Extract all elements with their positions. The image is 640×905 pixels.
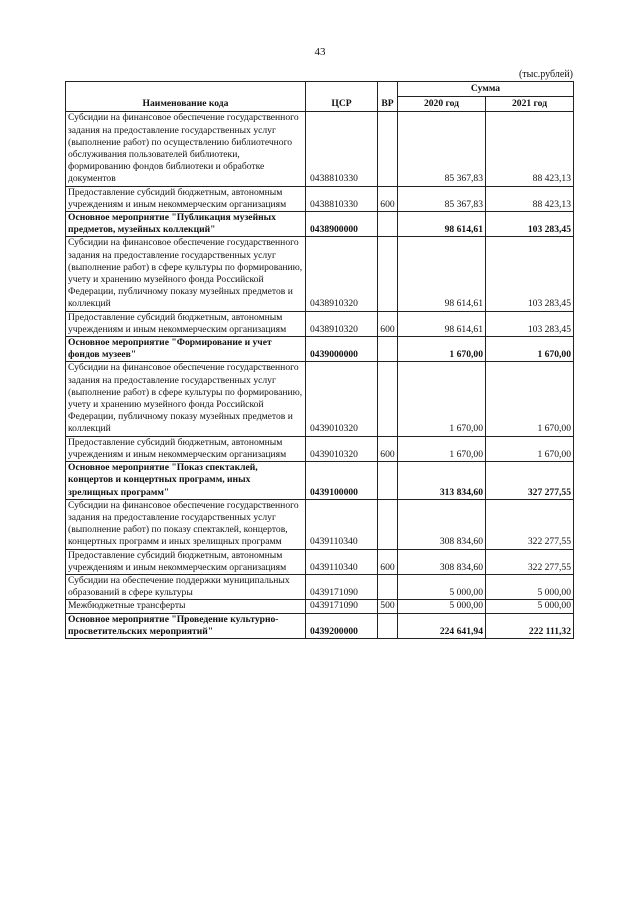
row-vr: 600 bbox=[378, 311, 398, 336]
row-name: Основное мероприятие "Формирование и учет фондов музеев" bbox=[66, 337, 306, 362]
table-row bbox=[66, 311, 574, 336]
row-name: Основное мероприятие "Публикация музейных предметов, музейных коллекций" bbox=[66, 212, 306, 237]
row-name: Межбюджетные трансферты bbox=[66, 600, 306, 613]
table-row bbox=[66, 436, 574, 461]
row-vr bbox=[378, 212, 398, 237]
row-name: Субсидии на финансовое обеспечение государственного задания на предоставление государственных услуг (выполнение работ) по осуществлению библиотечного обслуживания пользователей библиотеки, формированию фондов библиотеки и обработке документов bbox=[66, 112, 306, 186]
row-vr: 500 bbox=[378, 600, 398, 613]
row-vr bbox=[378, 237, 398, 311]
row-2021: 103 283,45 bbox=[486, 237, 574, 311]
units-label: (тыс.рублей) bbox=[518, 69, 573, 80]
table-row bbox=[66, 112, 574, 186]
table-row bbox=[66, 499, 574, 549]
row-vr bbox=[378, 337, 398, 362]
row-name: Субсидии на финансовое обеспечение государственного задания на предоставление государственных услуг (выполнение работ) по показу спектаклей, концертов, концертных программ и иных зрелищных программ bbox=[66, 499, 306, 549]
row-csr: 0439110340 bbox=[306, 549, 378, 574]
table-row bbox=[66, 362, 574, 436]
row-vr: 600 bbox=[378, 436, 398, 461]
row-2020: 5 000,00 bbox=[398, 574, 486, 599]
row-name: Предоставление субсидий бюджетным, автономным учреждениям и иным некоммерческим организациям bbox=[66, 549, 306, 574]
row-2020: 1 670,00 bbox=[398, 362, 486, 436]
table-row bbox=[66, 600, 574, 613]
row-2021: 322 277,55 bbox=[486, 499, 574, 549]
table-row bbox=[66, 212, 574, 237]
row-2021: 322 277,55 bbox=[486, 549, 574, 574]
header-2021: 2021 год bbox=[486, 97, 574, 112]
row-2021: 5 000,00 bbox=[486, 600, 574, 613]
row-2020: 1 670,00 bbox=[398, 337, 486, 362]
row-name: Предоставление субсидий бюджетным, автономным учреждениям и иным некоммерческим организациям bbox=[66, 436, 306, 461]
header-vr: ВР bbox=[378, 82, 398, 112]
row-2020: 308 834,60 bbox=[398, 499, 486, 549]
row-vr bbox=[378, 112, 398, 186]
row-2021: 327 277,55 bbox=[486, 462, 574, 500]
row-2020: 5 000,00 bbox=[398, 600, 486, 613]
row-vr: 600 bbox=[378, 186, 398, 211]
row-csr: 0438910320 bbox=[306, 237, 378, 311]
row-vr bbox=[378, 462, 398, 500]
row-vr bbox=[378, 499, 398, 549]
row-name: Предоставление субсидий бюджетным, автономным учреждениям и иным некоммерческим организациям bbox=[66, 186, 306, 211]
row-2020: 98 614,61 bbox=[398, 212, 486, 237]
row-name: Основное мероприятие "Проведение культурно-просветительских мероприятий" bbox=[66, 613, 306, 638]
row-name: Субсидии на финансовое обеспечение государственного задания на предоставление государственных услуг (выполнение работ) в сфере культуры по формированию, учету и хранению музейного фонда Российской Федерации, публичному показу музейных предметов и коллекций bbox=[66, 362, 306, 436]
budget-table bbox=[65, 81, 574, 639]
table-row bbox=[66, 337, 574, 362]
row-name: Субсидии на обеспечение поддержки муниципальных образований в сфере культуры bbox=[66, 574, 306, 599]
row-csr: 0439000000 bbox=[306, 337, 378, 362]
header-2020: 2020 год bbox=[398, 97, 486, 112]
row-csr: 0438910320 bbox=[306, 311, 378, 336]
table-row bbox=[66, 549, 574, 574]
row-name: Предоставление субсидий бюджетным, автономным учреждениям и иным некоммерческим организациям bbox=[66, 311, 306, 336]
row-2021: 88 423,13 bbox=[486, 186, 574, 211]
header-name: Наименование кода bbox=[66, 82, 306, 112]
row-csr: 0439100000 bbox=[306, 462, 378, 500]
header-csr: ЦСР bbox=[306, 82, 378, 112]
row-2020: 85 367,83 bbox=[398, 112, 486, 186]
row-name: Субсидии на финансовое обеспечение государственного задания на предоставление государственных услуг (выполнение работ) в сфере культуры по формированию, учету и хранению музейного фонда Российской Федерации, публичному показу музейных предметов и коллекций bbox=[66, 237, 306, 311]
row-2021: 88 423,13 bbox=[486, 112, 574, 186]
row-csr: 0439171090 bbox=[306, 600, 378, 613]
row-2021: 1 670,00 bbox=[486, 436, 574, 461]
row-csr: 0439010320 bbox=[306, 362, 378, 436]
row-2020: 224 641,94 bbox=[398, 613, 486, 638]
row-2020: 98 614,61 bbox=[398, 311, 486, 336]
row-vr bbox=[378, 362, 398, 436]
row-csr: 0439010320 bbox=[306, 436, 378, 461]
row-2021: 1 670,00 bbox=[486, 337, 574, 362]
row-csr: 0438810330 bbox=[306, 112, 378, 186]
row-vr bbox=[378, 613, 398, 638]
row-csr: 0438810330 bbox=[306, 186, 378, 211]
row-vr bbox=[378, 574, 398, 599]
row-csr: 0439200000 bbox=[306, 613, 378, 638]
row-2021: 222 111,32 bbox=[486, 613, 574, 638]
row-csr: 0439171090 bbox=[306, 574, 378, 599]
row-2021: 1 670,00 bbox=[486, 362, 574, 436]
row-vr: 600 bbox=[378, 549, 398, 574]
table-row bbox=[66, 574, 574, 599]
row-2020: 1 670,00 bbox=[398, 436, 486, 461]
row-2021: 5 000,00 bbox=[486, 574, 574, 599]
row-2020: 98 614,61 bbox=[398, 237, 486, 311]
row-2021: 103 283,45 bbox=[486, 311, 574, 336]
table-row bbox=[66, 186, 574, 211]
row-2020: 85 367,83 bbox=[398, 186, 486, 211]
table-row bbox=[66, 462, 574, 500]
table-row bbox=[66, 613, 574, 638]
row-csr: 0439110340 bbox=[306, 499, 378, 549]
table-row bbox=[66, 237, 574, 311]
page-number: 43 bbox=[314, 46, 326, 58]
header-sum: Сумма bbox=[398, 82, 574, 97]
row-csr: 0438900000 bbox=[306, 212, 378, 237]
row-2020: 308 834,60 bbox=[398, 549, 486, 574]
row-2021: 103 283,45 bbox=[486, 212, 574, 237]
row-name: Основное мероприятие "Показ спектаклей, концертов и концертных программ, иных зрелищных программ" bbox=[66, 462, 306, 500]
row-2020: 313 834,60 bbox=[398, 462, 486, 500]
